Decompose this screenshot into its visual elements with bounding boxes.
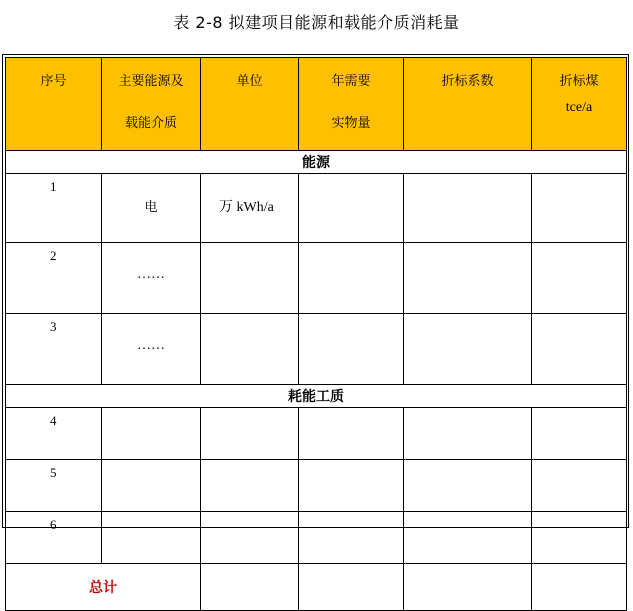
header-conversion-factor: 折标系数 [404, 58, 532, 151]
row-num: 2 [6, 243, 102, 314]
table-row [6, 314, 627, 385]
row-cell [532, 314, 627, 385]
row-cell [201, 408, 299, 460]
row-cell [299, 243, 404, 314]
row-num: 3 [6, 314, 102, 385]
section-label-medium: 耗能工质 [6, 385, 627, 408]
section-row-energy [6, 151, 627, 174]
table-row [6, 408, 627, 460]
section-label-energy: 能源 [6, 151, 627, 174]
row-cell [102, 512, 201, 564]
row-num: 1 [6, 174, 102, 243]
header-unit: 单位 [201, 58, 299, 151]
row-cell [404, 564, 532, 611]
row-cell [201, 564, 299, 611]
row-cell [532, 408, 627, 460]
header-standard-coal: 折标煤 tce/a [532, 58, 627, 151]
header-seq: 序号 [6, 58, 102, 151]
table-row [6, 174, 627, 243]
row-cell [404, 314, 532, 385]
row-cell [102, 460, 201, 512]
row-cell [404, 512, 532, 564]
row-cell [299, 174, 404, 243]
table-row [6, 243, 627, 314]
row-cell [299, 314, 404, 385]
row-item: 电 [102, 174, 201, 243]
header-annual-amount: 年需要 实物量 [299, 58, 404, 151]
row-cell [532, 460, 627, 512]
row-cell [532, 512, 627, 564]
row-cell [299, 512, 404, 564]
row-cell [299, 460, 404, 512]
total-row [6, 564, 627, 611]
row-cell [532, 564, 627, 611]
header-medium: 主要能源及 载能介质 [102, 58, 201, 151]
row-cell [102, 408, 201, 460]
row-cell [404, 174, 532, 243]
total-label: 总计 [6, 564, 201, 611]
table-title: 表 2-8 拟建项目能源和载能介质消耗量 [173, 13, 460, 32]
row-cell [404, 460, 532, 512]
row-cell [201, 243, 299, 314]
header-row [6, 58, 627, 151]
row-num: 5 [6, 460, 102, 512]
row-cell [299, 408, 404, 460]
row-cell [532, 174, 627, 243]
row-cell [201, 460, 299, 512]
table-row [6, 512, 627, 564]
row-num: 4 [6, 408, 102, 460]
row-cell [532, 243, 627, 314]
row-num: 6 [6, 512, 102, 564]
row-unit: 万 kWh/a [201, 174, 299, 243]
row-item: …… [102, 314, 201, 385]
row-cell [404, 408, 532, 460]
row-cell [404, 243, 532, 314]
row-cell [201, 512, 299, 564]
row-cell [299, 564, 404, 611]
row-cell [201, 314, 299, 385]
table-row [6, 460, 627, 512]
energy-consumption-table [5, 57, 627, 611]
row-item: …… [102, 243, 201, 314]
section-row-medium [6, 385, 627, 408]
